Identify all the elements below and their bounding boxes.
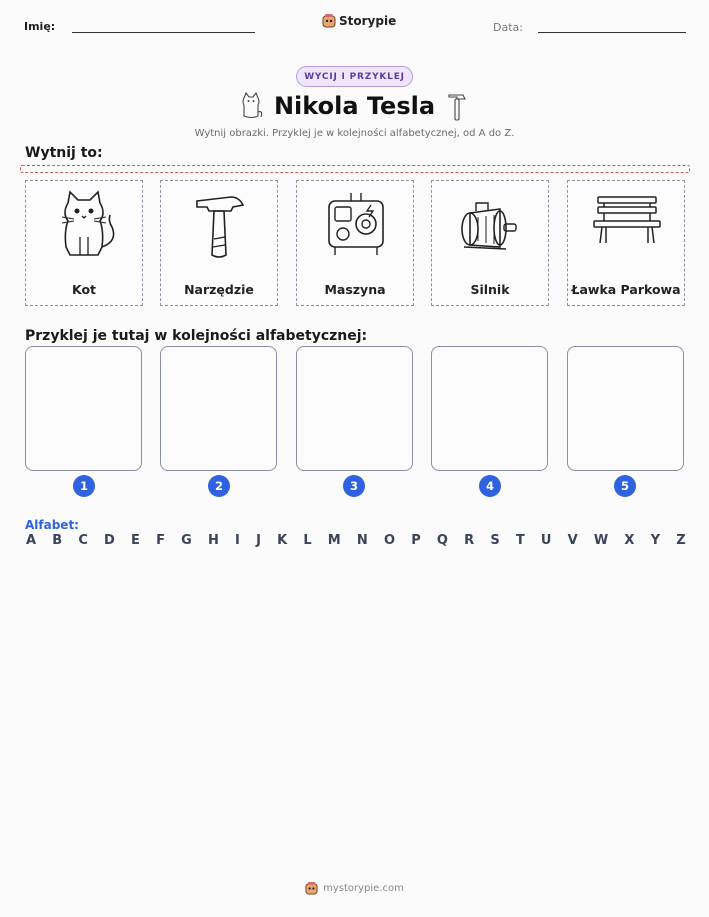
alphabet-letter: J xyxy=(256,533,261,548)
alphabet-letter: E xyxy=(131,533,140,548)
slot-number-badge: 1 xyxy=(73,475,95,497)
date-label: Data: xyxy=(493,21,523,34)
cut-card-engine[interactable] xyxy=(431,180,549,306)
alphabet-letter: Z xyxy=(676,533,686,548)
card-label: Kot xyxy=(71,282,97,297)
alphabet-letter: L xyxy=(303,533,312,548)
card-label: Narzędzie xyxy=(184,282,254,297)
alphabet-letter: M xyxy=(327,533,341,548)
card-label: Silnik xyxy=(470,282,510,297)
slot-number-badge: 5 xyxy=(614,475,636,497)
activity-badge: WYCIJ I PRZYKLEJ xyxy=(296,66,413,87)
footer-link[interactable]: mystorypie.com xyxy=(323,882,404,894)
instructions: Wytnij obrazki. Przyklej je w kolejności alfabetycznej, od A do Z. xyxy=(194,128,515,139)
card-label: Maszyna xyxy=(324,282,386,297)
alphabet-letter: X xyxy=(624,533,635,548)
paste-slot-5[interactable] xyxy=(567,346,684,471)
cut-line xyxy=(20,165,690,173)
hammer-icon xyxy=(185,189,255,261)
park-bench-icon xyxy=(592,189,662,261)
cut-card-bench[interactable] xyxy=(567,180,685,306)
alphabet-letter: U xyxy=(540,533,552,548)
card-label: Ławka Parkowa xyxy=(571,282,681,297)
paste-slot-4[interactable] xyxy=(431,346,548,471)
alphabet-letter: P xyxy=(411,533,421,548)
cat-icon xyxy=(50,189,120,261)
brand-name: Storypie xyxy=(339,13,397,28)
alphabet-letter: G xyxy=(181,533,192,548)
alphabet-letter: F xyxy=(156,533,165,548)
alphabet-letter: R xyxy=(464,533,475,548)
alphabet-letter: Y xyxy=(650,533,661,548)
alphabet-letter: S xyxy=(490,533,500,548)
alphabet-letter: I xyxy=(235,533,240,548)
brand-logo xyxy=(322,13,396,28)
machine-icon xyxy=(321,189,391,261)
slot-number-badge: 3 xyxy=(343,475,365,497)
cut-card-machine[interactable] xyxy=(296,180,414,306)
alphabet-letter: Q xyxy=(436,533,448,548)
name-line[interactable] xyxy=(72,32,255,33)
footer xyxy=(0,881,709,895)
alphabet-letter: B xyxy=(52,533,63,548)
storypie-mascot-icon xyxy=(305,881,318,895)
cut-card-cat[interactable] xyxy=(25,180,143,306)
alphabet-row xyxy=(26,533,686,551)
alphabet-letter: H xyxy=(207,533,219,548)
slot-number-badge: 2 xyxy=(208,475,230,497)
paste-slot-3[interactable] xyxy=(296,346,413,471)
hammer-icon xyxy=(447,92,467,122)
date-line[interactable] xyxy=(538,32,686,33)
alphabet-letter: C xyxy=(78,533,88,548)
alphabet-letter: K xyxy=(277,533,288,548)
cut-heading: Wytnij to: xyxy=(25,145,103,161)
paste-heading: Przyklej je tutaj w kolejności alfabetycznej: xyxy=(25,328,368,344)
page-title: Nikola Tesla xyxy=(273,92,436,120)
alphabet-letter: O xyxy=(383,533,396,548)
alphabet-letter: N xyxy=(356,533,368,548)
cut-card-tool[interactable] xyxy=(160,180,278,306)
alphabet-letter: V xyxy=(567,533,578,548)
storypie-mascot-icon xyxy=(322,13,336,28)
alphabet-letter: D xyxy=(104,533,115,548)
motor-icon xyxy=(456,189,526,261)
name-label: Imię: xyxy=(24,20,56,33)
paste-slot-1[interactable] xyxy=(25,346,142,471)
slot-number-badge: 4 xyxy=(479,475,501,497)
paste-slot-2[interactable] xyxy=(160,346,277,471)
alphabet-letter: T xyxy=(515,533,525,548)
alphabet-letter: A xyxy=(26,533,37,548)
alphabet-label: Alfabet: xyxy=(25,518,79,532)
alphabet-letter: W xyxy=(593,533,609,548)
